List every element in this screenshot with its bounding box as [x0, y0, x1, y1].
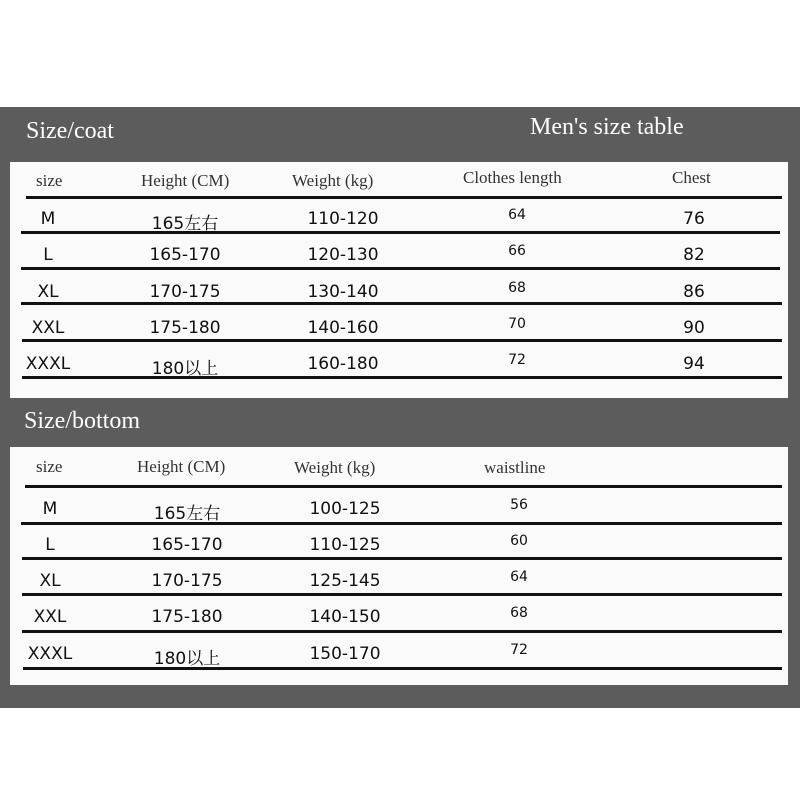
bottom-table-cell: XXXL: [27, 644, 73, 664]
coat-column-header: Chest: [672, 168, 711, 187]
coat-section-title: Size/coat: [26, 118, 114, 144]
coat-table-cell: 180以上: [151, 359, 219, 379]
bottom-column-header: Weight (kg): [294, 458, 376, 477]
bottom-column-header: size: [36, 457, 63, 476]
coat-table-cell: 170-175: [149, 282, 221, 302]
bottom-row-divider: [22, 557, 782, 560]
bottom-table-cell: 72: [510, 642, 528, 658]
coat-table-cell: 76: [683, 209, 705, 229]
bottom-table-cell: 125-145: [309, 571, 381, 591]
bottom-section-title: Size/bottom: [24, 408, 140, 434]
bottom-column-header: waistline: [484, 458, 546, 477]
coat-table-cell: 82: [683, 245, 705, 265]
bottom-table-cell: M: [42, 499, 58, 519]
bottom-table-cell: 64: [510, 569, 528, 585]
page-title: Men's size table: [530, 114, 684, 140]
bottom-row-divider: [23, 667, 782, 670]
bottom-row-divider: [25, 485, 782, 488]
bottom-table-cell: 165左右: [153, 504, 221, 524]
coat-row-divider: [26, 196, 782, 199]
coat-table-cell: 110-120: [307, 209, 379, 229]
bottom-row-divider: [22, 630, 782, 633]
coat-column-header: Weight (kg): [292, 171, 374, 190]
coat-row-divider: [21, 231, 780, 234]
coat-table-cell: 165左右: [151, 214, 219, 234]
bottom-row-divider: [21, 522, 782, 525]
coat-table-cell: L: [43, 245, 53, 265]
bottom-table-cell: 180以上: [153, 649, 221, 669]
coat-row-divider: [21, 302, 782, 305]
coat-column-header: Clothes length: [463, 168, 562, 187]
bottom-column-header: Height (CM): [137, 457, 226, 476]
coat-row-divider: [22, 339, 782, 342]
bottom-table-cell: L: [45, 535, 55, 555]
coat-column-header: size: [36, 171, 63, 190]
coat-table-cell: 130-140: [307, 282, 379, 302]
coat-table-cell: 175-180: [149, 318, 221, 338]
coat-table-cell: XXL: [31, 318, 65, 338]
coat-table-cell: XL: [37, 282, 59, 302]
bottom-table-cell: 165-170: [151, 535, 223, 555]
coat-table-cell: 120-130: [307, 245, 379, 265]
coat-table-cell: 86: [683, 282, 705, 302]
bottom-table-cell: 150-170: [309, 644, 381, 664]
coat-table-cell: 140-160: [307, 318, 379, 338]
bottom-table-cell: 60: [510, 533, 528, 549]
coat-table-cell: 90: [683, 318, 705, 338]
bottom-table-cell: 56: [510, 497, 528, 513]
coat-table-cell: M: [40, 209, 56, 229]
bottom-table-cell: 140-150: [309, 607, 381, 627]
coat-table-cell: 70: [508, 316, 526, 332]
bottom-size-panel: [10, 447, 788, 685]
bottom-table-cell: 170-175: [151, 571, 223, 591]
bottom-table-cell: XL: [39, 571, 61, 591]
coat-table-cell: 68: [508, 280, 526, 296]
bottom-table-cell: 175-180: [151, 607, 223, 627]
coat-table-cell: 165-170: [149, 245, 221, 265]
coat-table-cell: 160-180: [307, 354, 379, 374]
bottom-table-cell: 68: [510, 605, 528, 621]
coat-table-cell: 94: [683, 354, 705, 374]
bottom-table-cell: XXL: [33, 607, 67, 627]
coat-table-cell: 72: [508, 352, 526, 368]
coat-table-cell: 64: [508, 207, 526, 223]
coat-column-header: Height (CM): [141, 171, 230, 190]
bottom-table-cell: 100-125: [309, 499, 381, 519]
coat-row-divider: [21, 267, 780, 270]
coat-table-cell: 66: [508, 243, 526, 259]
bottom-row-divider: [22, 593, 782, 596]
bottom-table-cell: 110-125: [309, 535, 381, 555]
coat-table-cell: XXXL: [25, 354, 71, 374]
coat-row-divider: [22, 376, 782, 379]
